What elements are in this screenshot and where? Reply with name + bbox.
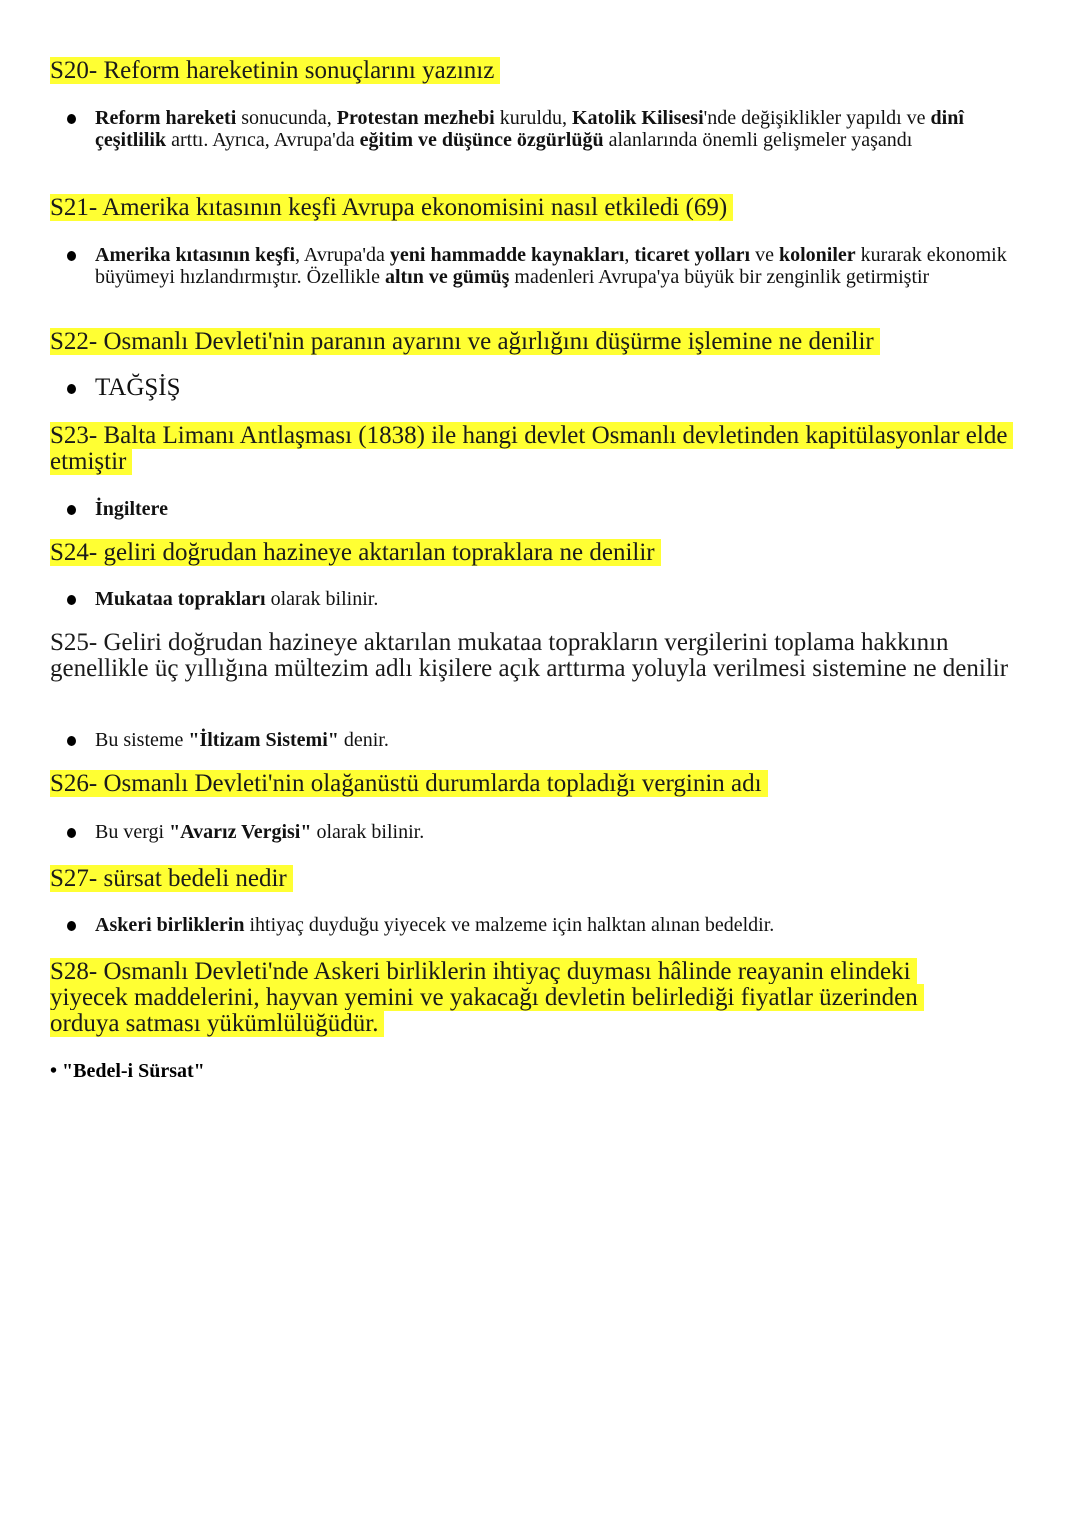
- question-s24: S24- geliri doğrudan hazineye aktarılan topraklara ne denilir: [50, 540, 661, 566]
- bullet-icon: [67, 505, 76, 515]
- bullet-icon: [67, 736, 76, 746]
- question-s28: S28- Osmanlı Devleti'nde Askeri birliklerin ihtiyaç duyması hâlinde reayanin elindeki yiyecek maddelerini, hayvan yemini ve yakacağı devletin belirlediği fiyatlar üzerinden orduya satması yükümlülüğüdür.: [50, 959, 980, 1037]
- question-s20: S20- Reform hareketinin sonuçlarını yazınız: [50, 58, 500, 84]
- question-s23: S23- Balta Limanı Antlaşması (1838) ile hangi devlet Osmanlı devletinden kapitülasyonlar elde etmiştir: [50, 423, 1040, 475]
- answer-s20: Reform hareketi sonucunda, Protestan mezhebi kuruldu, Katolik Kilisesi'nde değişiklikler yapıldı ve dinî çeşitlilik arttı. Ayrıca, Avrupa'da eğitim ve düşünce özgürlüğü alanlarında önemli gelişmeler yaşandı: [95, 107, 1025, 151]
- bullet-icon: [67, 384, 76, 394]
- answer-s27: Askeri birliklerin ihtiyaç duyduğu yiyecek ve malzeme için halktan alınan bedeldir.: [95, 914, 774, 936]
- answer-s26: Bu vergi "Avarız Vergisi" olarak bilinir.: [95, 821, 424, 843]
- question-s25: S25- Geliri doğrudan hazineye aktarılan mukataa toprakların vergilerini toplama hakkının genellikle üç yıllığına mültezim adlı kişilere açık arttırma yoluyla verilmesi sistemine ne denilir: [50, 629, 1009, 682]
- bullet-icon: [67, 828, 76, 838]
- answer-s28: • "Bedel-i Sürsat": [50, 1060, 205, 1082]
- answer-s21: Amerika kıtasının keşfi, Avrupa'da yeni hammadde kaynakları, ticaret yolları ve koloniler kurarak ekonomik büyümeyi hızlandırmıştır. Özellikle altın ve gümüş madenleri Avrupa'ya büyük bir zenginlik getirmiştir: [95, 244, 1025, 288]
- question-s21: S21- Amerika kıtasının keşfi Avrupa ekonomisini nasıl etkiledi (69): [50, 195, 733, 221]
- bullet-icon: [67, 114, 76, 124]
- question-s26: S26- Osmanlı Devleti'nin olağanüstü durumlarda topladığı verginin adı: [50, 771, 768, 797]
- answer-s25: Bu sisteme "İltizam Sistemi" denir.: [95, 729, 389, 751]
- answer-s22: TAĞŞİŞ: [95, 374, 181, 402]
- bullet-icon: [67, 921, 76, 931]
- answer-s24: Mukataa toprakları olarak bilinir.: [95, 588, 378, 610]
- answer-s23: İngiltere: [95, 498, 168, 520]
- bullet-icon: [67, 595, 76, 605]
- question-s22: S22- Osmanlı Devleti'nin paranın ayarını ve ağırlığını düşürme işlemine ne denilir: [50, 329, 880, 355]
- bullet-icon: [67, 251, 76, 261]
- question-s27: S27- sürsat bedeli nedir: [50, 866, 293, 892]
